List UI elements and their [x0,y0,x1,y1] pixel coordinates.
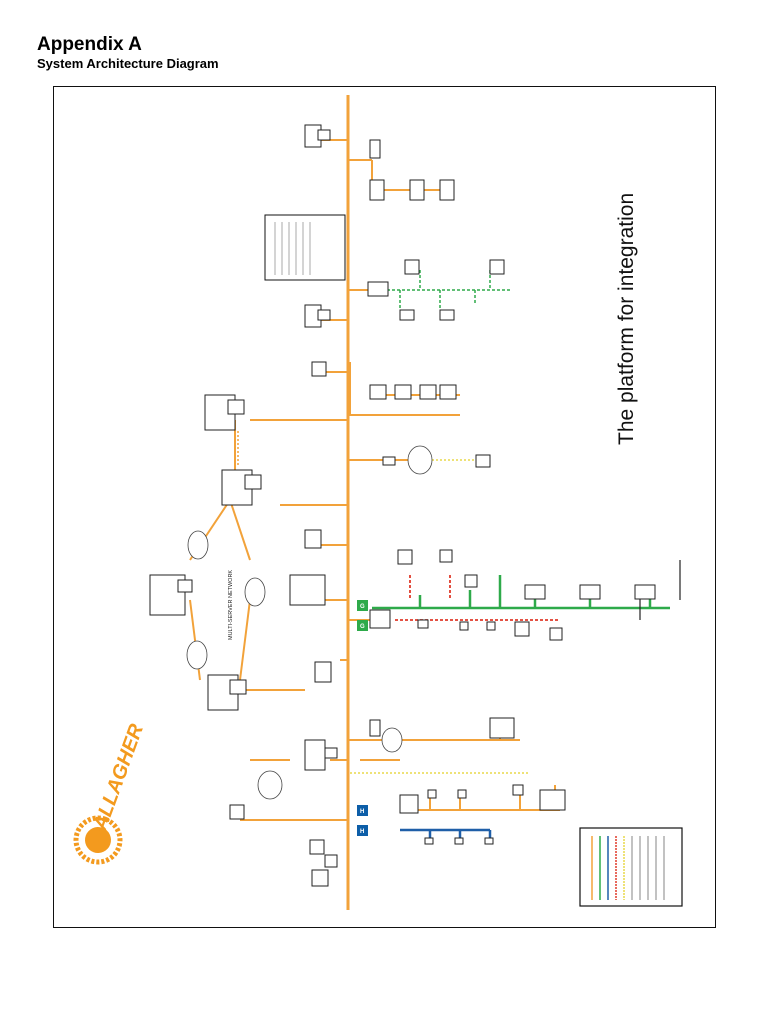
green-dashed-links [372,270,510,310]
module-tags [357,600,368,836]
green-bus [372,575,670,608]
network-label: MULTI-SERVER NETWORK [228,569,234,640]
module-tag-g1-label: G [360,624,365,630]
blue-bus [400,830,490,840]
module-tag-g2-label: G [360,604,365,610]
gallagher-logo [70,718,161,869]
appendix-heading: Appendix A [37,34,142,55]
multi-server-links [190,420,305,690]
module-tag-h1-label: H [360,829,365,835]
module-tag-h2-label: H [360,809,365,815]
tagline: The platform for integration [615,192,638,445]
legend-box [580,828,682,906]
info-box [265,215,345,280]
diagram-subheading: System Architecture Diagram [37,56,219,71]
logo-text: GALLAGHER [84,721,149,848]
readers [368,140,655,844]
